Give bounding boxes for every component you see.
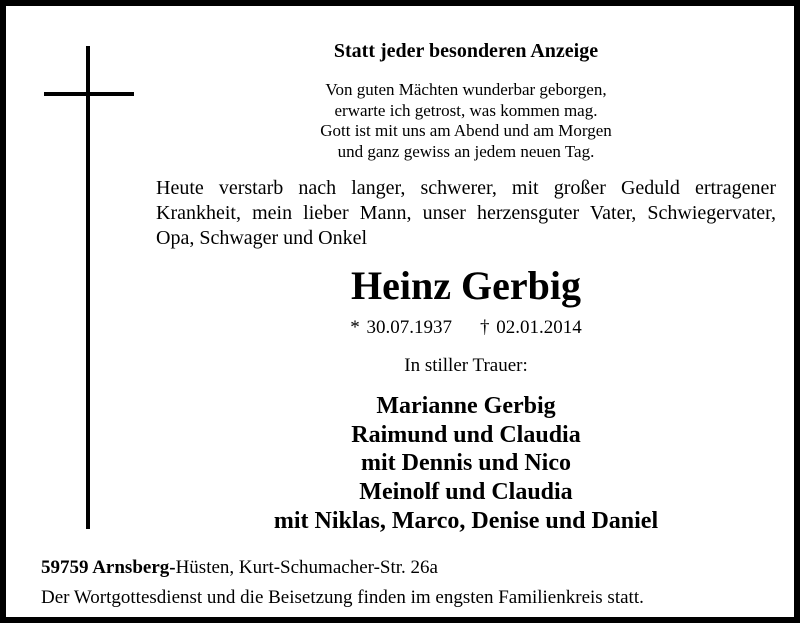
address-city: 59759 Arnsberg-: [41, 557, 176, 578]
poem-line: Gott ist mit uns am Abend und am Morgen: [320, 121, 612, 140]
family-member: Marianne Gerbig: [376, 393, 556, 419]
family-list: [156, 392, 776, 536]
poem: [156, 80, 776, 162]
cross-icon-bar: [44, 92, 134, 96]
obituary-notice: [6, 6, 794, 617]
family-member: Raimund und Claudia: [351, 421, 581, 448]
poem-line: erwarte ich getrost, was kommen mag.: [334, 100, 598, 120]
family-member: mit Niklas, Marco, Denise und Daniel: [273, 507, 659, 534]
death-date: † 02.01.2014: [480, 317, 582, 338]
notice-header: Statt jeder besonderen Anzeige: [333, 40, 599, 62]
cross-icon: [86, 46, 90, 529]
poem-line: und ganz gewiss an jedem neuen Tag.: [337, 141, 595, 161]
address-street: Hüsten, Kurt-Schumacher-Str. 26a: [175, 557, 438, 578]
life-dates: [156, 317, 776, 339]
funeral-note: Der Wortgottesdienst und die Beisetzung finden im engsten Familienkreis statt.: [41, 587, 644, 608]
family-member: Meinolf und Claudia: [359, 479, 573, 506]
family-member: mit Dennis und Nico: [360, 450, 572, 477]
mourning-label: In stiller Trauer:: [404, 355, 528, 376]
birth-date: * 30.07.1937: [350, 317, 452, 338]
announcement-line: Heute verstarb nach langer, schwerer, mit großer Geduld ertragener: [156, 177, 776, 199]
address: [41, 557, 438, 579]
announcement-line: Opa, Schwager und Onkel: [156, 227, 368, 249]
announcement-text: [156, 176, 776, 251]
deceased-name: Heinz Gerbig: [351, 263, 581, 308]
announcement-line: Krankheit, mein lieber Mann, unser herzensguter Vater, Schwiegervater,: [156, 202, 776, 224]
poem-line: Von guten Mächten wunderbar geborgen,: [325, 80, 607, 99]
